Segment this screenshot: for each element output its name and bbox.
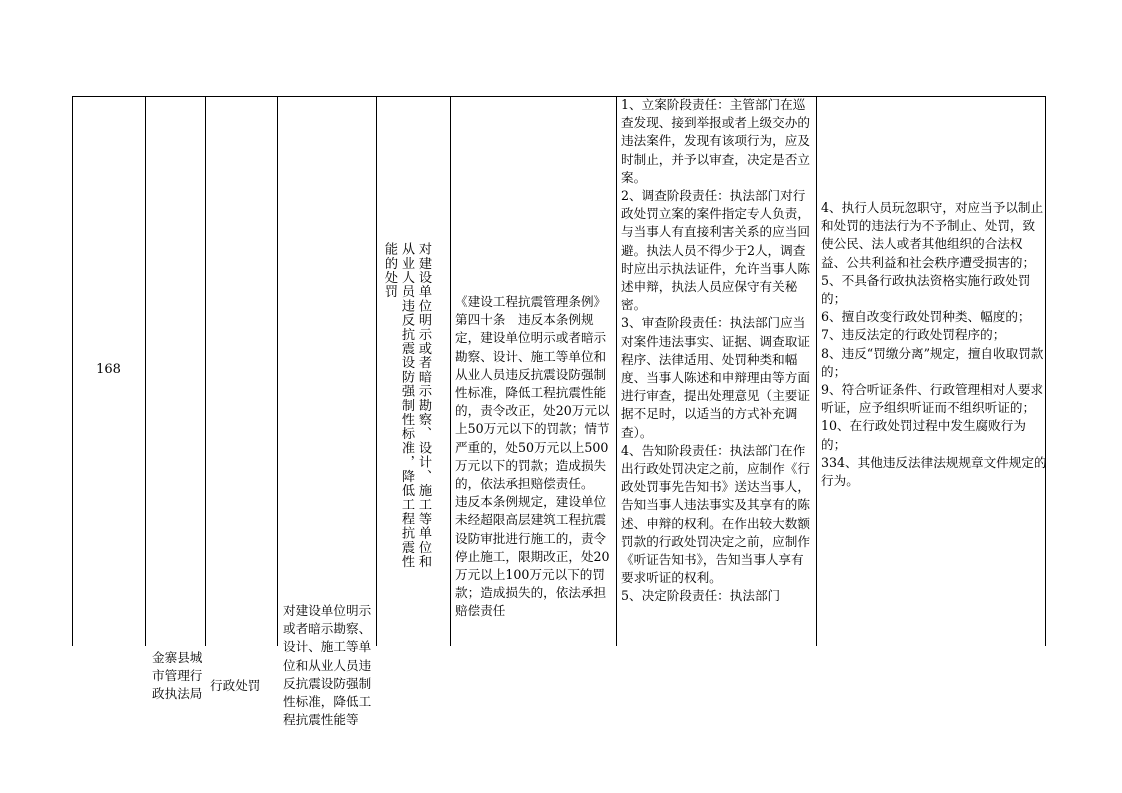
item-name: 对建设单位明示或者暗示勘察、设计、施工等单位和从业人员违反抗震设防强制性标准，降低工程抗震性能等 <box>283 603 372 728</box>
accountability-cell <box>817 96 1046 646</box>
power-list-table <box>72 96 1047 728</box>
responsibility-cell <box>617 96 817 646</box>
item-name-cell <box>278 96 377 728</box>
department-name: 金寨县城市管理行政执法局 <box>152 650 203 702</box>
power-category: 行政处罚 <box>210 678 261 693</box>
department-cell <box>146 96 206 702</box>
category-cell <box>206 96 278 693</box>
legal-basis-cell <box>451 96 617 646</box>
accountability-items: 4、执行人员玩忽职守，对应当予以制止和处罚的违法行为不予制止、处罚，致使公民、法人或者其他组织的合法权益、公共利益和社会秩序遭受损害的； 5、不具备行政执法资格实施行政处罚的； 6、擅自改变行政处罚种类、幅度的； 7、违反法定的行政处罚程序的； 8、违反“罚缴分离”规定，擅自收取罚款的； 9、符合听证条件、行政管理相对人要求听证，应予组织听证而不组织听证的； 10、在行政处罚过程中发生腐败行为的； 334、其他违反法律法规规章文件规定的行为。 <box>821 200 1047 489</box>
number-cell <box>72 96 146 646</box>
condition-cell <box>377 96 451 646</box>
responsibility-items: 1、立案阶段责任：主管部门在巡查发现、接到举报或者上级交办的违法案件，发现有该项行为，应及时制止，并予以审查，决定是否立案。 2、调查阶段责任：执法部门对行政处罚立案的案件指定专人负责，与当事人有直接利害关系的应当回避。执法人员不得少于2人，调查时应出示执法证件，允许当事人陈述申辩，执法人员应保守有关秘密。 3、审查阶段责任：执法部门应当对案件违法事实、证据、调查取证程序、法律适用、处罚种类和幅度、当事人陈述和申辩理由等方面进行审查，提出处理意见（主要证据不足时，以适当的方式补充调查）。 4、告知阶段责任：执法部门在作出行政处罚决定之前，应制作《行政处罚事先告知书》送达当事人，告知当事人违法事实及其享有的陈述、申辩的权利。在作出较大数额罚款的行政处罚决定之前，应制作《听证告知书》，告知当事人享有要求听证的权利。 5、决定阶段责任：执法部门 <box>621 97 810 604</box>
row-number: 168 <box>96 362 121 377</box>
legal-basis: 《建设工程抗震管理条例》第四十条 违反本条例规定，建设单位明示或者暗示勘察、设计、施工等单位和从业人员违反抗震设防强制性标准，降低工程抗震性能的，责令改正，处20万元以上50万元以下的罚款；情节严重的，处50万元以上500万元以下的罚款；造成损失的，依法承担赔偿责任。 违反本条例规定，建设单位未经超限高层建筑工程抗震设防审批进行施工的，责令停止施工，限期改正，处20万元以上100万元以下的罚款；造成损失的，依法承担赔偿责任 <box>455 294 610 619</box>
sub-item-condition: 对建设单位明示或者暗示勘察、设计、施工等单位和从业人员违反抗震设防强制性标准，降低工程抗震性能的处罚 <box>382 242 431 569</box>
